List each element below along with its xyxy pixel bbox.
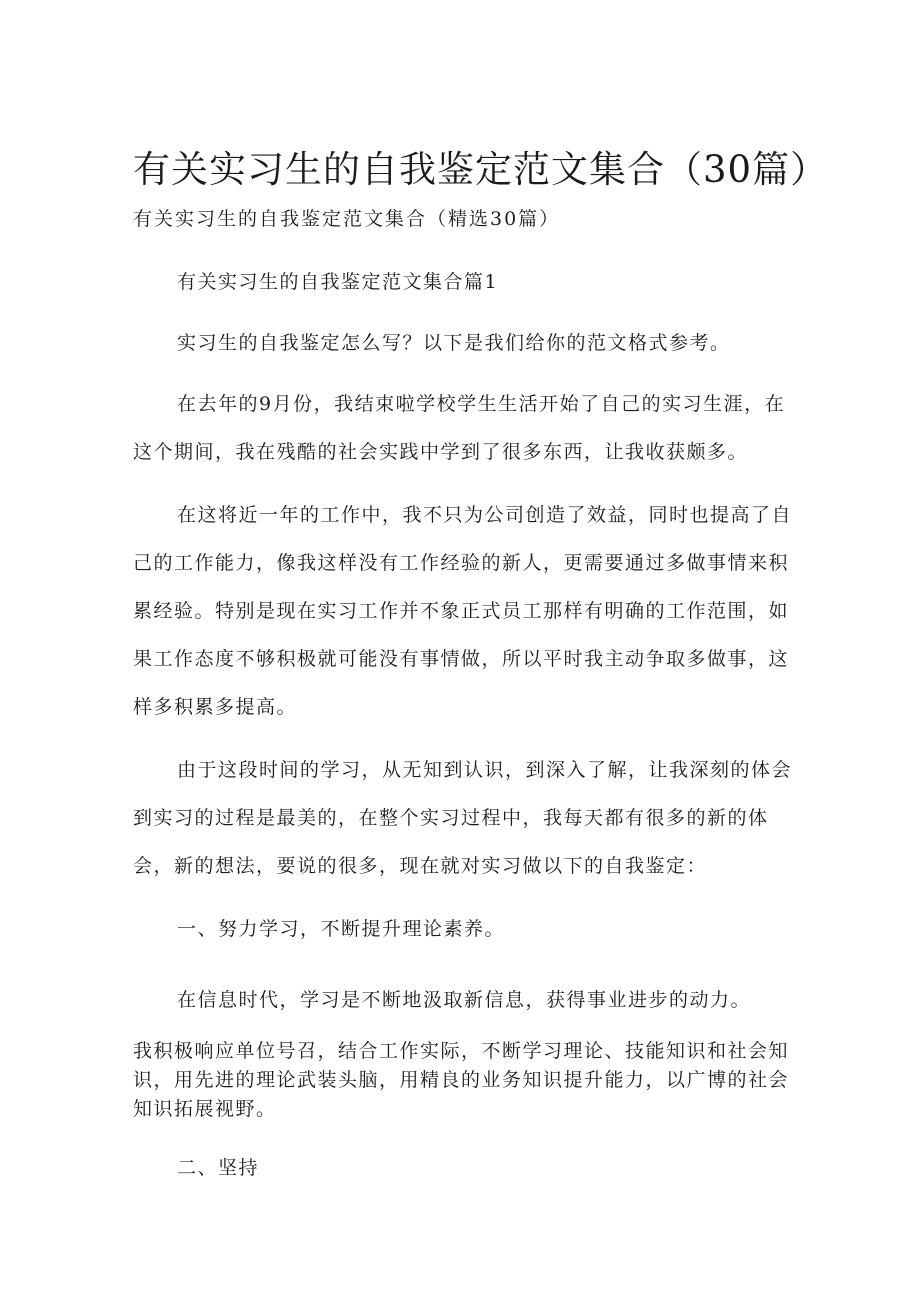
paragraph: 实习生的自我鉴定怎么写？以下是我们给你的范文格式参考。 <box>177 332 731 354</box>
document-subtitle: 有关实习生的自我鉴定范文集合（精选30篇） <box>133 208 561 230</box>
document-title: 有关实习生的自我鉴定范文集合（30篇） <box>133 148 829 191</box>
section-heading: 有关实习生的自我鉴定范文集合篇1 <box>177 271 499 293</box>
paragraph: 在这将近一年的工作中，我不只为公司创造了效益，同时也提高了自己的工作能力，像我这样没有工作经验的新人，更需要通过多做事情来积累经验。特别是现在实习工作并不象正式员工那样有明确的工作范围，如果工作态度不够积极就可能没有事情做，所以平时我主动争取多做事，这样多积累多提高。 <box>133 504 793 718</box>
paragraph: 在信息时代，学习是不断地汲取新信息，获得事业进步的动力。 <box>177 989 752 1011</box>
paragraph: 我积极响应单位号召，结合工作实际，不断学习理论、技能知识和社会知识，用先进的理论武装头脑，用精良的业务知识提升能力，以广博的社会知识拓展视野。 <box>133 1040 790 1120</box>
point-heading: 一、努力学习，不断提升理论素养。 <box>177 918 506 940</box>
point-heading: 二、坚持 <box>177 1157 260 1179</box>
paragraph: 在去年的9月份，我结束啦学校学生生活开始了自己的实习生涯，在这个期间，我在残酷的社会实践中学到了很多东西，让我收获颇多。 <box>133 393 786 463</box>
paragraph: 由于这段时间的学习，从无知到认识，到深入了解，让我深刻的体会到实习的过程是最美的，在整个实习过程中，我每天都有很多的新的体会，新的想法，要说的很多，现在就对实习做以下的自我鉴定： <box>133 759 793 877</box>
